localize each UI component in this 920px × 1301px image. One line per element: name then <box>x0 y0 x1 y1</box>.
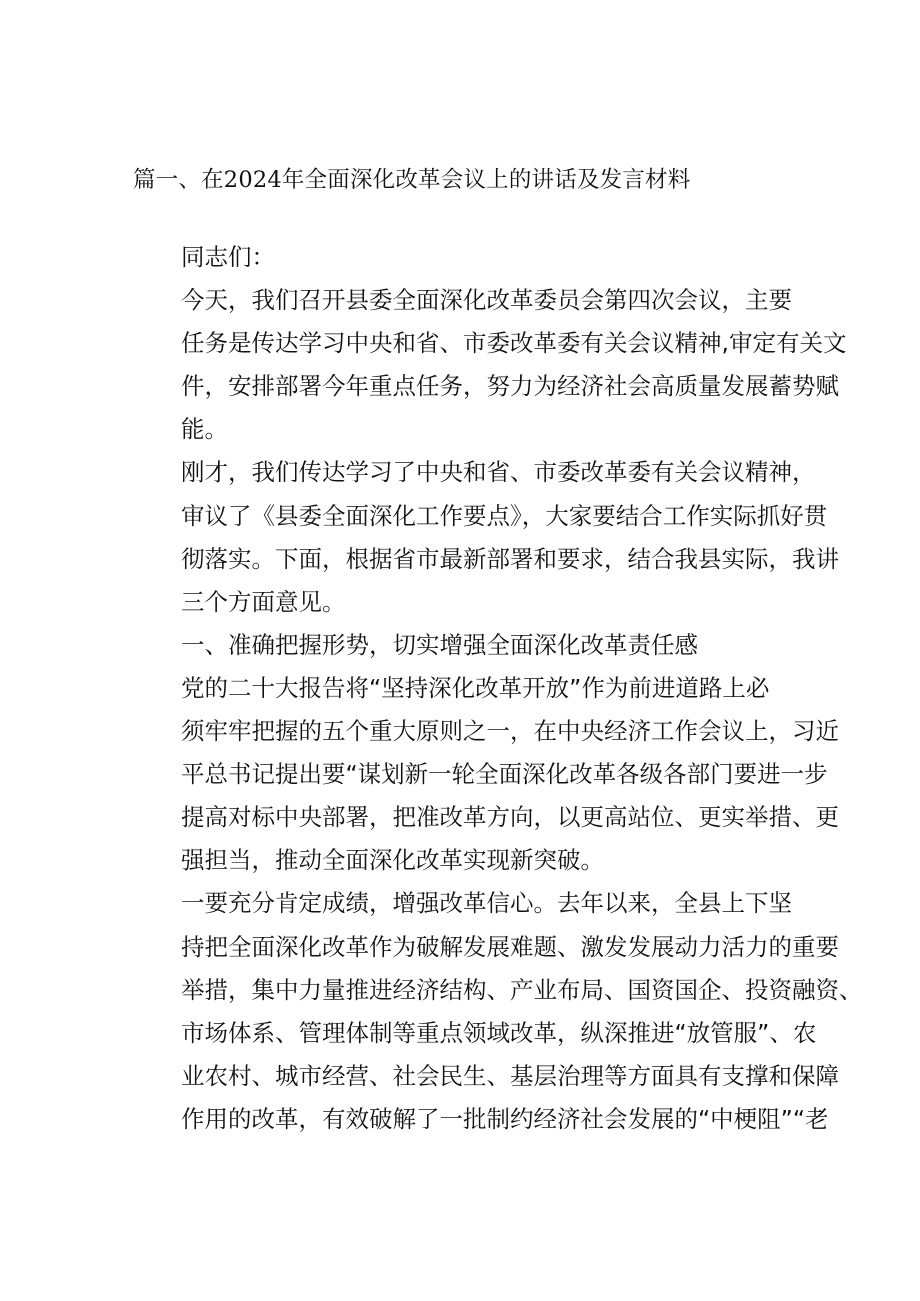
text-line: 一要充分肯定成绩，增强改革信心。去年以来，全县上下坚 <box>181 889 792 918</box>
text-line: 作用的改革，有效破解了一批制约经济社会发展的“中梗阻”“老 <box>181 1104 829 1133</box>
section-heading-1 <box>133 624 793 667</box>
text-line: 党的二十大报告将“坚持深化改革开放”作为前进道路上必 <box>181 673 770 702</box>
text-line: 持把全面深化改革作为破解发展难题、激发发展动力活力的重要 <box>181 932 839 961</box>
text-line: 提高对标中央部署，把准改革方向，以更高站位、更实举措、更 <box>181 803 839 832</box>
text-line: 平总书记提出要“谋划新一轮全面深化改革各级各部门要进一步 <box>181 760 828 789</box>
paragraph-meeting-purpose <box>133 279 847 451</box>
text-line: 同志们： <box>181 243 275 271</box>
text-line: 一、准确把握形势，切实增强全面深化改革责任感 <box>181 630 698 659</box>
text-line: 今天，我们召开县委全面深化改革委员会第四次会议，主要 <box>181 286 792 315</box>
document-title: 篇一、在2024年全面深化改革会议上的讲话及发言材料 <box>133 167 691 193</box>
paragraph-achievements <box>133 882 863 1141</box>
text-line: 须牢牢把握的五个重大原则之一，在中央经济工作会议上，习近 <box>181 717 839 746</box>
text-line: 业农村、城市经营、社会民生、基层治理等方面具有支撑和保障 <box>181 1061 839 1090</box>
text-line: 彻落实。下面，根据省市最新部署和要求，结合我县实际，我讲 <box>181 544 839 573</box>
text-line: 审议了《县委全面深化工作要点》，大家要结合工作实际抓好贯 <box>181 501 828 530</box>
paragraph-review <box>133 451 839 623</box>
text-line: 能。 <box>181 415 228 444</box>
text-line: 刚才，我们传达学习了中央和省、市委改革委有关会议精神， <box>181 458 816 487</box>
text-line: 市场体系、管理体制等重点领域改革，纵深推进“放管服”、农 <box>181 1018 817 1047</box>
document-body <box>133 236 863 1141</box>
text-line: 举措，集中力量推进经济结构、产业布局、国资国企、投资融资、 <box>181 975 863 1004</box>
salutation-paragraph <box>133 236 793 279</box>
text-line: 强担当，推动全面深化改革实现新突破。 <box>181 846 604 875</box>
paragraph-principles <box>133 667 839 882</box>
text-line: 三个方面意见。 <box>181 587 346 616</box>
text-line: 件，安排部署今年重点任务，努力为经济社会高质量发展蓄势赋 <box>181 372 839 401</box>
text-line: 任务是传达学习中央和省、市委改革委有关会议精神,审定有关文 <box>181 329 847 358</box>
